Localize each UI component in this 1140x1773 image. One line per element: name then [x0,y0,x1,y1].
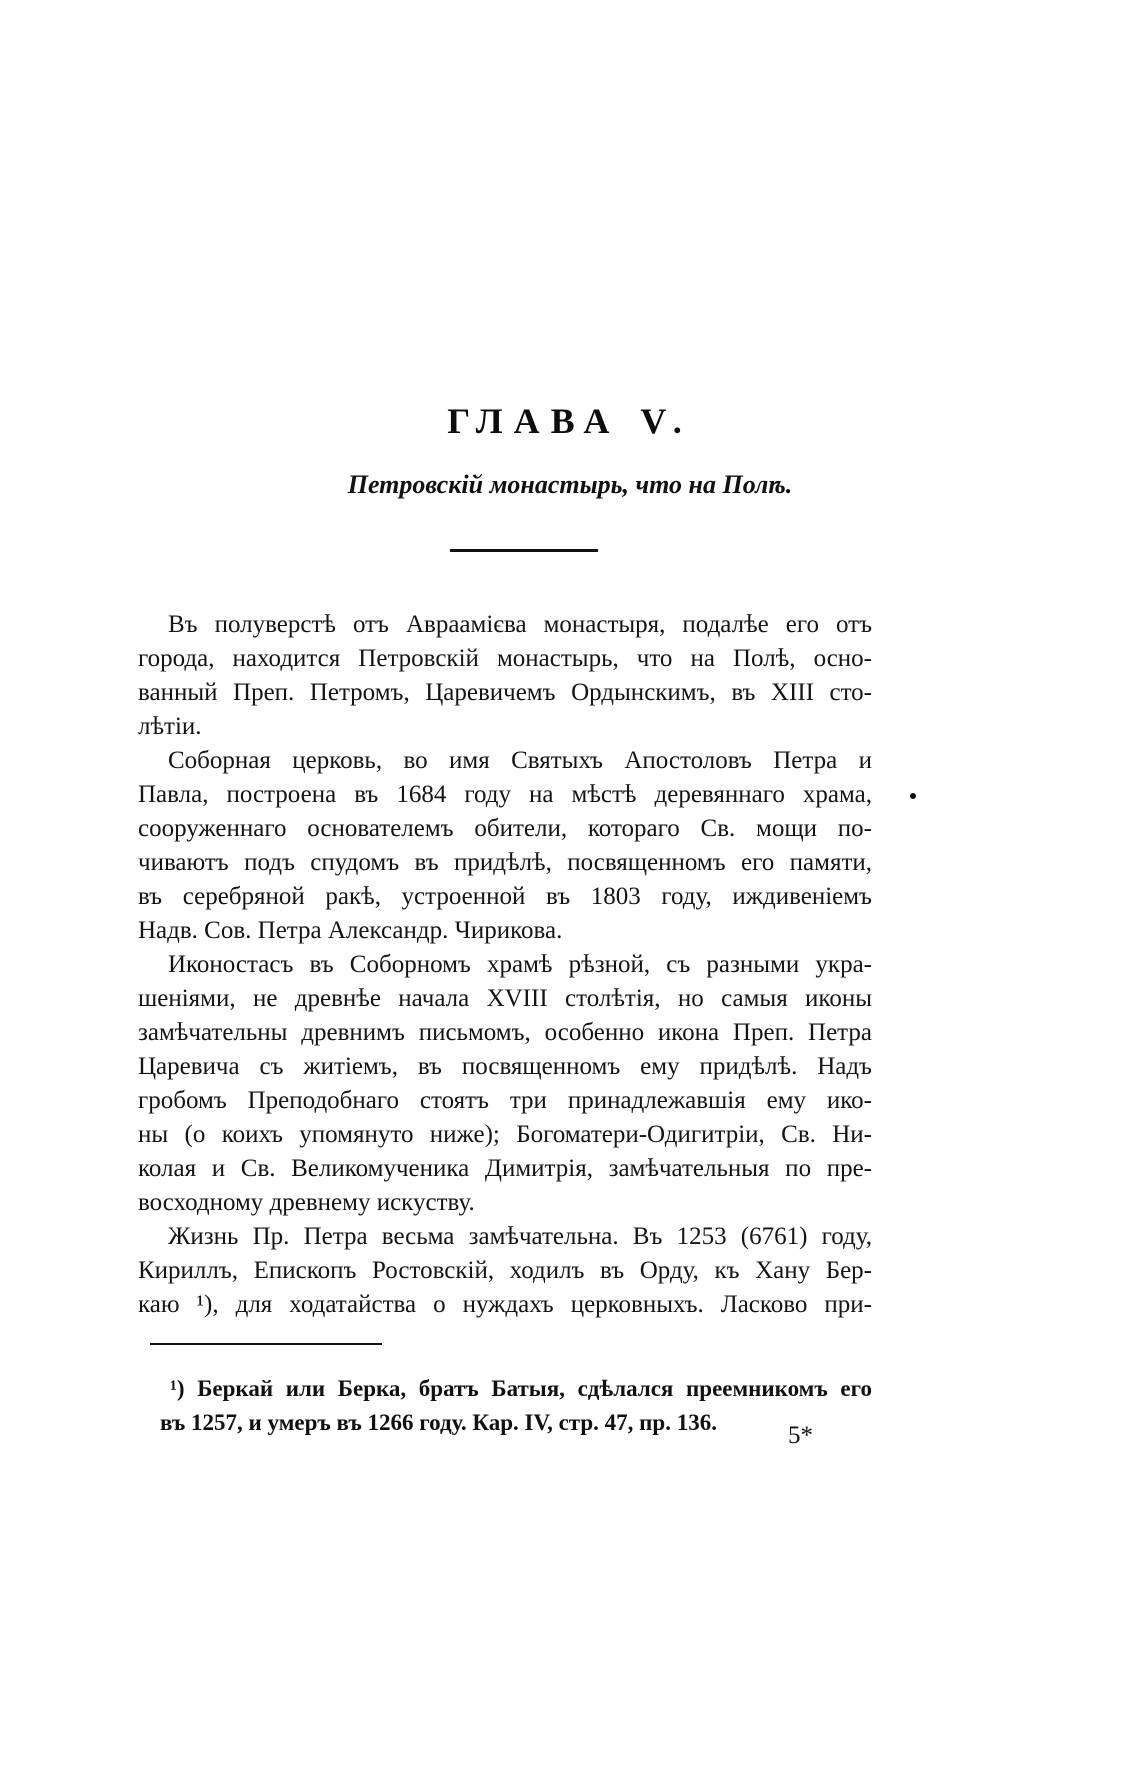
text-line: Кириллъ, Епископъ Ростовскій, ходилъ въ Орду, къ Хану Бер- [138,1257,872,1284]
text-line: въ серебряной ракѣ, устроенной въ 1803 году, иждивеніемъ [138,883,872,910]
margin-mark [910,793,916,799]
footnote-line: въ 1257, и умеръ въ 1266 году. Кар. IV, стр. 47, пр. 136. [160,1410,717,1435]
chapter-subtitle: Петровскій монастырь, что на Полѣ. [347,470,793,499]
text-line: каю ¹), для ходатайства о нуждахъ церковныхъ. Ласково при- [138,1291,872,1318]
text-line: лѣтіи. [138,713,202,740]
text-line: Павла, построена въ 1684 году на мѣстѣ деревяннаго храма, [138,781,872,808]
text-line: города, находится Петровскій монастырь, что на Полѣ, осно- [138,645,872,672]
text-line: шеніями, не древнѣе начала XVIII столѣтія, но самыя иконы [138,985,872,1012]
signature-mark: 5* [788,1422,813,1449]
text-line: замѣчательны древнимъ письмомъ, особенно икона Преп. Петра [138,1019,872,1046]
text-line: Жизнь Пр. Петра весьма замѣчательна. Въ 1253 (6761) году, [168,1223,872,1250]
text-line: Царевича съ житіемъ, въ посвященномъ ему придѣлѣ. Надъ [138,1053,872,1080]
footnote-divider [150,1343,382,1345]
text-line: колая и Св. Великомученика Димитрія, замѣчательныя по пре- [138,1155,872,1182]
body-text [138,608,872,1322]
chapter-title: ГЛАВА V. [447,401,693,441]
text-line: Надв. Сов. Петра Александр. Чирикова. [138,917,563,944]
text-line: Соборная церковь, во имя Святыхъ Апостоловъ Петра и [168,747,872,774]
footnote [160,1372,872,1440]
text-line: сооруженнаго основателемъ обители, котораго Св. мощи по- [138,815,872,842]
text-line: ны (о коихъ упомянуто ниже); Богоматери-Одигитріи, Св. Ни- [138,1121,872,1148]
text-line: восходному древнему искуству. [138,1189,475,1216]
text-line: чиваютъ подъ спудомъ въ придѣлѣ, посвященномъ его памяти, [138,849,872,876]
text-line: ванный Преп. Петромъ, Царевичемъ Ордынскимъ, въ XIII сто- [138,679,872,706]
footnote-line: ¹) Беркай или Берка, братъ Батыя, сдѣлался преемникомъ его [170,1376,872,1401]
title-divider [450,549,598,552]
text-line: Въ полуверстѣ отъ Авраамієва монастыря, подалѣе его отъ [168,611,872,638]
text-line: гробомъ Преподобнаго стоятъ три принадлежавшія ему ико- [138,1087,872,1114]
text-line: Иконостасъ въ Соборномъ храмѣ рѣзной, съ разными укра- [168,951,872,978]
